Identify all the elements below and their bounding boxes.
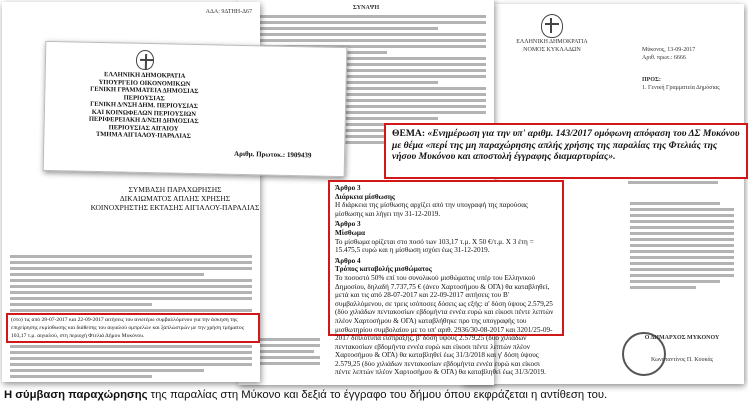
theme-label: ΘΕΜΑ: <box>392 128 426 139</box>
article-subtitle: Τρόπος καταβολής μισθώματος <box>335 265 432 274</box>
contract-title-line: ΚΟΙΝΟΧΡΗΣΤΗΣ ΕΚΤΑΣΗΣ ΑΙΓΙΑΛΟΥ-ΠΑΡΑΛΙΑΣ <box>90 203 260 212</box>
contract-lower-lines <box>2 342 260 381</box>
contract-title <box>90 185 260 212</box>
letter-signature <box>632 334 732 364</box>
contract-articles-box <box>328 180 564 377</box>
ministry-header-line: ΠΕΡΙΟΥΣΙΑΣ ΑΙΓΑΙΟΥ <box>108 123 179 133</box>
theme-text: «Ενημέρωση για την υπ' αριθμ. 143/2017 ομόφωνη απόφαση του ΔΣ Μυκόνου με θέμα «περί της μη παραχώρησης απλής χρήσης της παραλίας της Φτελιάς της νήσου Μυκόνου και αποστολή έγγραφης διαμαρτυρίας». <box>392 128 740 162</box>
ministry-header-line: ΕΛΛΗΝΙΚΗ ΔΗΜΟΚΡΑΤΙΑ <box>103 71 186 80</box>
article-subtitle: Διάρκεια μίσθωσης <box>335 192 395 201</box>
contract-heading: ΣΥΝΑΨΗ <box>352 5 380 11</box>
caption-text: της παραλίας στη Μύκονο και δεξιά το έγγραφο του δήμου όπου εκφράζεται η αντίθεση του. <box>147 389 608 401</box>
ministry-header-line: ΥΠΟΥΡΓΕΙΟ ΟΙΚΟΝΟΜΙΚΩΝ <box>98 78 191 88</box>
caption-bold: Η σύμβαση παραχώρησης <box>4 389 148 401</box>
letter-to-label: ΠΡΟΣ: <box>642 77 661 83</box>
ministry-header-zoom <box>43 41 348 177</box>
article-text: Το μίσθωμα ορίζεται στο ποσό των 103,17 τ.μ. Χ 50 €/τ.μ. Χ 3 έτη = 15.475,5 ευρώ και η μίσθωση ισχύει έως 31-12-2019. <box>335 237 534 255</box>
ministry-header-line: ΠΕΡΙΦΕΡΕΙΑΚΗ Δ/ΝΣΗ ΔΗΜΟΣΙΑΣ <box>88 115 199 126</box>
signer-name: Κωνσταντίνος Π. Κουκάς <box>650 357 713 363</box>
protocol-number: Αριθμ. Πρωτοκ.: 1909439 <box>233 149 312 160</box>
contract-ada: ΑΔΑ: 9ΔΤΗΗ-Δ67 <box>205 9 252 15</box>
letter-ref: Αριθ. πρωτ.: 6666 <box>642 55 686 61</box>
article-text: Η διάρκεια της μίσθωσης αρχίζει από την υπογραφή της παρούσας μίσθωσης και λήγει την 31-12-2019. <box>335 201 528 218</box>
ministry-header-line: ΤΜΗΜΑ ΑΙΓΙΑΛΟΥ-ΠΑΡΑΛΙΑΣ <box>95 130 191 140</box>
letter-date: Μύκονος, 13-09-2017 <box>642 47 696 53</box>
contract-title-line: ΔΙΚΑΙΩΜΑΤΟΣ ΑΠΛΗΣ ΧΡΗΣΗΣ <box>119 194 231 203</box>
letter-header-line: ΕΛΛΗΝΙΚΗ ΔΗΜΟΚΡΑΤΙΑ <box>516 39 588 45</box>
letter-recipients <box>642 76 742 92</box>
letter-header <box>512 14 592 54</box>
letter-body-lines <box>622 199 742 292</box>
article-subtitle: Μίσθωμα <box>335 228 366 237</box>
stamp-text: Ο ΔΗΜΑΡΧΟΣ ΜΥΚΟΝΟΥ <box>644 335 720 341</box>
ministry-header-line: ΓΕΝΙΚΗ Δ/ΝΣΗ ΔΗΜ. ΠΕΡΙΟΥΣΙΑΣ <box>90 100 199 111</box>
municipality-theme-box <box>384 123 748 179</box>
ministry-header-line: ΠΕΡΙΟΥΣΙΑΣ <box>123 94 165 102</box>
contract-title-line: ΣΥΜΒΑΣΗ ΠΑΡΑΧΩΡΗΣΗΣ <box>128 185 222 194</box>
letter-to-line: 1. Γενική Γραμματεία Δημόσιας <box>642 85 720 91</box>
letter-meta <box>642 46 742 62</box>
article-title: Άρθρο 3 <box>335 220 361 229</box>
article-title: Άρθρο 4 <box>335 256 361 265</box>
photo-caption <box>4 388 744 402</box>
greek-emblem-icon <box>136 50 154 70</box>
ministry-header-line: ΚΑΙ ΚΟΙΝΩΦΕΛΩΝ ΠΕΡΙΟΥΣΙΩΝ <box>91 108 197 118</box>
article-text: Το ποσοστό 50% επί του συνολικού μισθώματος υπέρ του Ελληνικού Δημοσίου, δηλαδή 7.737,75 € (άνευ Χαρτοσήμου & ΟΓΑ) θα καταβληθεί, μετά και τις από 28-07-2017 και 22-09-2017 αιτήσεις του Β' συμβαλλόμενου, σε τρεις ισόποσες δόσεις ως εξής: α' δόση ύψους 2.579,25 (δύο χιλιάδων πεντακοσίων εβδομήντα εννέα ευρώ και είκοσι πέντε λεπτών πλέον Χαρτοσήμου & ΟΓΑ) καταβλήθηκε προ της υπογραφής του μισθωτηρίου συμβολαίου με το υπ' αριθ. 2936/30-08-2017 και 3201/25-09-2017 διπλότυπα είσπραξης, β' δόση ύψους 2.579,25 (δύο χιλιάδων πεντακοσίων εβδομήντα εννέα ευρώ και είκοσι πέντε λεπτών πλέον Χαρτοσήμου & ΟΓΑ) θα καταβληθεί έως 31/3/2018 και γ' δόση ύψους 2.579,25 (δύο χιλιάδων πεντακοσίων εβδομήντα εννέα ευρώ και είκοσι πέντε λεπτών πλέον Χαρτοσήμου & ΟΓΑ) θα καταβληθεί έως 31/3/2019. <box>335 273 554 377</box>
greek-emblem-icon <box>541 14 563 38</box>
highlighted-text: (στο) τις από 28-07-2017 και 22-09-2017 αιτήσεις του ανωτέρω συμβαλλόμενου για την άσκηση της επιχείρησης εκμίσθωσης και διάθεσης του αιγιαλού ομπρελών και ξαπλώστρών με την χρήση τμήματος 103,17 τ.μ. αιγιαλού, στη περιοχή Φτελιά Δήμου Μυκόνου. <box>11 317 244 339</box>
highlighted-application-text <box>6 313 260 343</box>
ministry-header-line: ΓΕΝΙΚΗ ΓΡΑΜΜΑΤΕΙΑ ΔΗΜΟΣΙΑΣ <box>90 85 199 96</box>
article-title: Άρθρο 3 <box>335 184 361 192</box>
letter-header-line: ΝΟΜΟΣ ΚΥΚΛΑΔΩΝ <box>523 47 581 53</box>
